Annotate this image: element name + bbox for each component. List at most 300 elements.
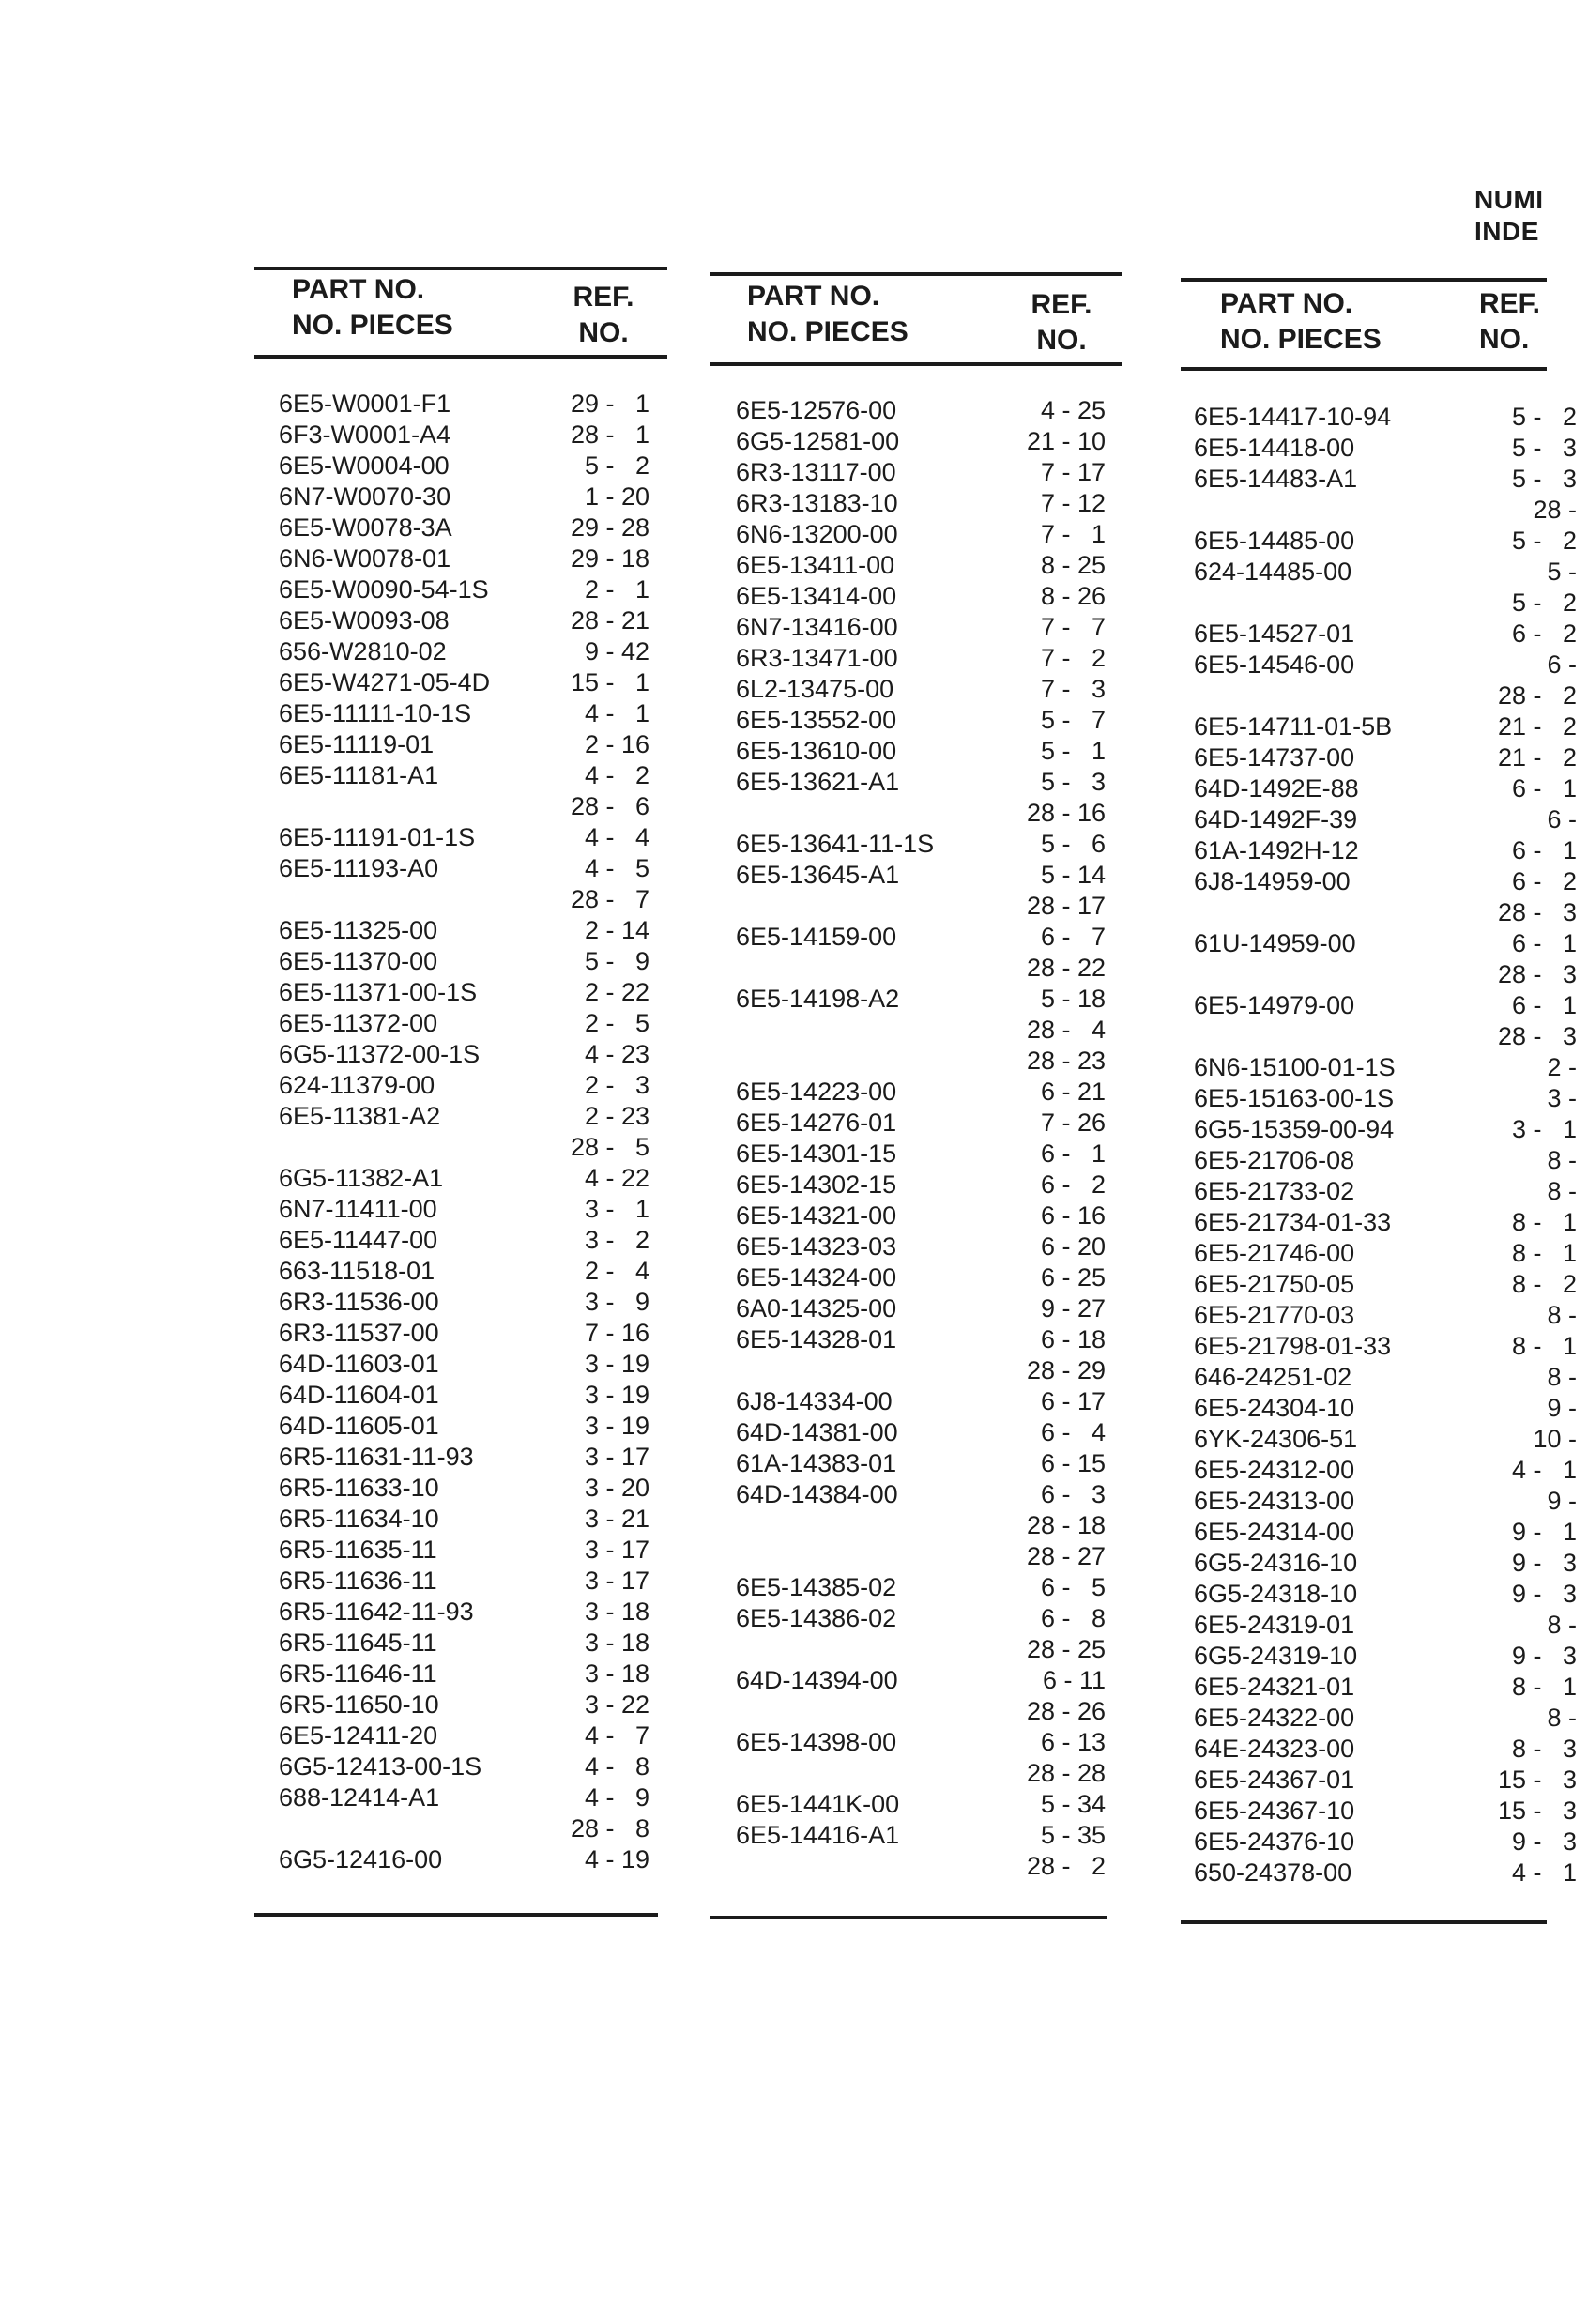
ref-number: 3 - 19 [584,1381,649,1409]
table-row [736,1262,1121,1293]
part-number: 6E5-24314-00 [1194,1518,1355,1546]
table-row [1194,1176,1588,1207]
table-row [1194,1424,1588,1455]
ref-number: 28 - 22 [1026,954,1106,982]
ref-number: 8 - 25 [1040,551,1106,579]
part-number: 6E5-13621-A1 [736,768,900,796]
table-row [1194,495,1588,526]
header-top-rule [254,267,667,270]
part-number: 64D-11603-01 [279,1350,439,1378]
part-number: 6E5-24321-01 [1194,1673,1355,1701]
table-row [736,550,1121,581]
part-number: 6E5-W0004-00 [279,451,450,480]
part-number: 6G5-12581-00 [736,427,900,455]
table-row [736,1851,1121,1882]
table-row [736,1077,1121,1108]
part-number: 624-11379-00 [279,1071,435,1099]
ref-number: 5 - 2 [584,451,649,480]
part-number: 6N7-13416-00 [736,613,898,641]
part-number: 6G5-24316-10 [1194,1549,1358,1577]
table-row [736,1789,1121,1820]
ref-number: 28 - 25 [1026,1635,1106,1663]
part-number: 6E5-14418-00 [1194,434,1355,462]
ref-number: 8 - [1547,1301,1577,1329]
ref-number: 6 - 11 [1042,1666,1106,1694]
table-row [279,574,664,605]
part-number: 6N6-15100-01-1S [1194,1053,1396,1081]
table-row [736,953,1121,984]
table-row [1194,1796,1588,1827]
ref-number: 2 - 16 [584,730,649,758]
ref-number: 6 - 8 [1040,1604,1106,1632]
table-row [1194,1610,1588,1641]
part-number: 6N6-13200-00 [736,520,898,548]
part-number: 6E5-13645-A1 [736,861,900,889]
ref-number: 8 - 2 [1511,1270,1577,1298]
part-number: 64D-1492F-39 [1194,805,1358,833]
table-row [279,1318,664,1349]
part-number: 6E5-24367-10 [1194,1797,1355,1825]
table-row [279,1101,664,1132]
ref-number: 6 - 3 [1040,1480,1106,1508]
table-row [736,891,1121,922]
ref-number: 7 - 3 [1040,675,1106,703]
ref-number: 21 - 10 [1026,427,1106,455]
table-row [736,1139,1121,1170]
table-row [1194,1269,1588,1300]
page-title-line-1: NUMI [1474,185,1544,214]
part-number: 6E5-13610-00 [736,737,897,765]
ref-number: 3 - 17 [584,1567,649,1595]
part-number: 6E5-21733-02 [1194,1177,1355,1205]
table-row [279,482,664,512]
table-row [279,1751,664,1782]
table-row [279,791,664,822]
ref-number: 4 - 8 [584,1752,649,1781]
table-row [736,612,1121,643]
ref-number: 28 - 4 [1026,1016,1106,1044]
part-number: 6E5-1441K-00 [736,1790,900,1818]
table-row [736,1572,1121,1603]
part-number: 6E5-11181-A1 [279,761,439,789]
part-number: 6L2-13475-00 [736,675,894,703]
table-row [279,1008,664,1039]
ref-number: 28 - 23 [1026,1047,1106,1075]
ref-number: 5 - 34 [1040,1790,1106,1818]
part-number: 6E5-24322-00 [1194,1704,1355,1732]
ref-number: 2 - 14 [584,916,649,944]
part-number: 6G5-12413-00-1S [279,1752,482,1781]
part-number: 64D-14394-00 [736,1666,898,1694]
part-number: 6R3-13117-00 [736,458,896,486]
ref-number: 4 - 23 [584,1040,649,1068]
part-number: 6E5-13411-00 [736,551,895,579]
part-number: 6E5-14417-10-94 [1194,403,1392,431]
table-row [1194,990,1588,1021]
part-number: 64D-1492E-88 [1194,774,1359,803]
table-row [279,1132,664,1163]
part-number: 6G5-24319-10 [1194,1642,1358,1670]
page-title-line-2: INDE [1474,217,1539,246]
ref-number: 28 - [1533,496,1577,524]
table-row [279,605,664,636]
table-row [279,1039,664,1070]
ref-number: 28 - 21 [570,606,649,635]
table-row [736,1448,1121,1479]
part-number: 6E5-11193-A0 [279,854,439,882]
ref-number: 6 - 7 [1040,923,1106,951]
ref-number: 5 - 3 [1040,768,1106,796]
ref-number: 28 - 6 [570,792,649,820]
ref-number: 3 - [1547,1084,1577,1112]
ref-number: 6 - 15 [1040,1449,1106,1477]
table-row [1194,1207,1588,1238]
part-number: 6E5-14198-A2 [736,985,900,1013]
table-row [279,1194,664,1225]
part-number: 6E5-24304-10 [1194,1394,1355,1422]
ref-number: 3 - 1 [1511,1115,1577,1143]
column-end-rule [1181,1920,1547,1924]
table-row [736,705,1121,736]
table-row [736,1603,1121,1634]
table-row [1194,959,1588,990]
part-number: 6R5-11642-11-93 [279,1598,474,1626]
ref-number: 8 - 1 [1511,1673,1577,1701]
ref-number: 1 - 20 [584,482,649,511]
part-number: 6YK-24306-51 [1194,1425,1358,1453]
table-row [736,395,1121,426]
part-number: 6E5-14711-01-5B [1194,712,1393,741]
part-number: 6R3-11536-00 [279,1288,439,1316]
ref-number: 3 - 9 [584,1288,649,1316]
part-number: 6E5-11191-01-1S [279,823,476,851]
ref-number: 4 - 5 [584,854,649,882]
table-row [279,1813,664,1844]
table-row [279,1349,664,1380]
ref-number: 28 - 5 [570,1133,649,1161]
ref-number: 4 - 4 [584,823,649,851]
part-number: 6E5-13414-00 [736,582,897,610]
column-end-rule [254,1913,658,1917]
table-row [736,1727,1121,1758]
ref-number: 5 - 2 [1511,527,1577,555]
table-row [1194,1641,1588,1672]
part-number: 6E5-W4271-05-4D [279,668,491,696]
ref-number: 5 - 14 [1040,861,1106,889]
part-number: 6E5-12411-20 [279,1721,438,1750]
part-number: 6G5-11372-00-1S [279,1040,481,1068]
part-number: 6R5-11645-11 [279,1628,437,1657]
table-row [736,922,1121,953]
table-row [279,1720,664,1751]
table-row [1194,928,1588,959]
part-number: 6E5-11119-01 [279,730,435,758]
ref-number: 6 - 20 [1040,1232,1106,1261]
table-row [1194,1734,1588,1765]
table-row [1194,1827,1588,1858]
table-row [1194,1083,1588,1114]
header-top-rule [710,272,1122,276]
ref-number: 3 - 18 [584,1628,649,1657]
ref-number: 5 - 9 [584,947,649,975]
table-row [1194,711,1588,742]
ref-number: 7 - 1 [1040,520,1106,548]
part-number: 6G5-15359-00-94 [1194,1115,1395,1143]
ref-number: 28 - 18 [1026,1511,1106,1539]
table-row [736,1758,1121,1789]
part-number: 6R3-13183-10 [736,489,898,517]
ref-number: 5 - 18 [1040,985,1106,1013]
table-row [1194,1052,1588,1083]
part-number: 6E5-14328-01 [736,1325,897,1353]
ref-number: 6 - 21 [1040,1078,1106,1106]
table-row [1194,1238,1588,1269]
table-row [1194,1114,1588,1145]
ref-number: 28 - 2 [1026,1852,1106,1880]
table-row [1194,835,1588,866]
table-row [279,451,664,482]
table-row [1194,1672,1588,1703]
part-number: 6R5-11633-10 [279,1474,439,1502]
part-number: 663-11518-01 [279,1257,435,1285]
ref-number: 15 - 3 [1497,1797,1577,1825]
ref-number: 8 - [1547,1611,1577,1639]
ref-number: 28 - 16 [1026,799,1106,827]
ref-number: 5 - 1 [1040,737,1106,765]
part-number: 6E5-24367-01 [1194,1766,1355,1794]
ref-number: 9 - 3 [1511,1827,1577,1856]
table-row [736,1665,1121,1696]
part-number: 6E5-21798-01-33 [1194,1332,1392,1360]
ref-number: 6 - 1 [1511,991,1577,1019]
part-number: 656-W2810-02 [279,637,447,665]
table-row [1194,742,1588,773]
ref-number: 15 - 3 [1497,1766,1577,1794]
table-row [279,1782,664,1813]
header-bottom-rule [254,355,667,359]
part-number: 6E5-W0001-F1 [279,390,451,418]
part-number: 6E5-14276-01 [736,1108,897,1137]
table-row [736,1417,1121,1448]
table-row [279,1411,664,1442]
ref-number: 6 - 2 [1040,1170,1106,1199]
table-row [736,1820,1121,1851]
part-number: 6R5-11636-11 [279,1567,437,1595]
header-ref-label: REF. NO. [1479,288,1541,355]
table-row [279,1689,664,1720]
ref-number: 6 - [1547,650,1577,679]
ref-number: 6 - 25 [1040,1263,1106,1292]
ref-number: 28 - 17 [1026,892,1106,920]
part-number: 6N6-W0078-01 [279,544,451,573]
table-row [279,1659,664,1689]
parts-rows [279,389,664,1875]
ref-number: 3 - 18 [584,1659,649,1688]
part-number: 6E5-14302-15 [736,1170,897,1199]
table-row [279,884,664,915]
ref-number: 6 - 16 [1040,1201,1106,1230]
table-row [279,1256,664,1287]
part-number: 6E5-14223-00 [736,1078,897,1106]
ref-number: 29 - 1 [570,390,649,418]
table-row [736,798,1121,829]
ref-number: 28 - 27 [1026,1542,1106,1570]
ref-number: 3 - 19 [584,1412,649,1440]
table-row [279,760,664,791]
part-number: 646-24251-02 [1194,1363,1352,1391]
part-number: 6E5-13552-00 [736,706,897,734]
ref-number: 28 - 3 [1497,960,1577,988]
table-row [736,1696,1121,1727]
table-row [736,1108,1121,1139]
part-number: 6E5-21750-05 [1194,1270,1355,1298]
ref-number: 4 - 1 [1511,1456,1577,1484]
table-row [1194,1703,1588,1734]
part-number: 6G5-24318-10 [1194,1580,1358,1608]
ref-number: 4 - 2 [584,761,649,789]
part-number: 6J8-14334-00 [736,1387,893,1415]
table-row [279,1566,664,1597]
header-top-rule [1181,278,1547,282]
part-number: 6A0-14325-00 [736,1294,897,1323]
part-number: 6R3-13471-00 [736,644,898,672]
table-row [1194,804,1588,835]
table-row [736,488,1121,519]
ref-number: 3 - 20 [584,1474,649,1502]
table-row [1194,402,1588,433]
ref-number: 9 - 27 [1040,1294,1106,1323]
part-number: 688-12414-A1 [279,1783,440,1812]
table-row [736,1293,1121,1324]
part-number: 6E5-W0078-3A [279,513,452,542]
table-row [1194,1517,1588,1548]
column-end-rule [710,1916,1107,1919]
table-row [736,767,1121,798]
part-number: 6E5-11370-00 [279,947,438,975]
table-row [1194,773,1588,804]
table-row [1194,1362,1588,1393]
table-row [279,1628,664,1659]
table-row [279,729,664,760]
ref-number: 28 - 8 [570,1814,649,1842]
table-row [1194,1145,1588,1176]
ref-number: 6 - 1 [1040,1139,1106,1168]
part-number: 6E5-14485-00 [1194,527,1355,555]
part-number: 6E5-14979-00 [1194,991,1355,1019]
ref-number: 9 - 3 [1511,1549,1577,1577]
part-number: 6E5-14527-01 [1194,619,1355,648]
table-row [279,389,664,420]
table-row [736,581,1121,612]
part-number: 6E5-14398-00 [736,1728,897,1756]
ref-number: 4 - 7 [584,1721,649,1750]
ref-number: 28 - 7 [570,885,649,913]
table-row [1194,464,1588,495]
ref-number: 2 - 23 [584,1102,649,1130]
ref-number: 5 - 6 [1040,830,1106,858]
table-row [736,643,1121,674]
table-row [1194,1021,1588,1052]
table-row [279,1225,664,1256]
table-row [1194,433,1588,464]
part-number: 6F3-W0001-A4 [279,420,451,449]
table-row [736,860,1121,891]
table-row [279,698,664,729]
table-row [279,1473,664,1504]
header-ref-label: REF. NO. [1031,289,1092,356]
ref-number: 28 - 29 [1026,1356,1106,1384]
part-number: 6E5-14483-A1 [1194,465,1358,493]
table-row [736,457,1121,488]
part-number: 6E5-W0090-54-1S [279,575,489,604]
part-number: 6G5-12416-00 [279,1845,443,1873]
part-number: 6E5-14737-00 [1194,743,1355,772]
table-row [279,946,664,977]
table-row [736,736,1121,767]
table-row [736,1015,1121,1046]
table-row [279,915,664,946]
header-part-label: PART NO. NO. PIECES [292,274,453,341]
table-row [1194,897,1588,928]
part-number: 6E5-21734-01-33 [1194,1208,1392,1236]
parts-column-2 [710,0,1122,2324]
table-row [279,1504,664,1535]
part-number: 6R5-11634-10 [279,1505,439,1533]
table-row [279,1287,664,1318]
header-bottom-rule [1181,367,1547,371]
table-row [279,1442,664,1473]
ref-number: 28 - 26 [1026,1697,1106,1725]
ref-number: 8 - 1 [1511,1332,1577,1360]
table-row [736,674,1121,705]
table-row [736,519,1121,550]
ref-number: 28 - 2 [1497,681,1577,710]
ref-number: 7 - 7 [1040,613,1106,641]
ref-number: 6 - 2 [1511,867,1577,895]
part-number: 6E5-11111-10-1S [279,699,472,727]
table-row [736,426,1121,457]
table-row [736,829,1121,860]
part-number: 6E5-13641-11-1S [736,830,935,858]
part-number: 6R5-11646-11 [279,1659,437,1688]
ref-number: 8 - 3 [1511,1735,1577,1763]
table-row [1194,557,1588,588]
ref-number: 7 - 26 [1040,1108,1106,1137]
part-number: 6E5-11381-A2 [279,1102,441,1130]
table-row [1194,588,1588,619]
ref-number: 8 - [1547,1363,1577,1391]
parts-rows [736,395,1121,1882]
ref-number: 6 - 1 [1511,774,1577,803]
table-row [279,512,664,543]
ref-number: 6 - 5 [1040,1573,1106,1601]
parts-rows [1194,402,1588,1888]
ref-number: 4 - 25 [1040,396,1106,424]
part-number: 6E5-21746-00 [1194,1239,1355,1267]
ref-number: 15 - 1 [570,668,649,696]
ref-number: 9 - 3 [1511,1580,1577,1608]
table-row [279,1535,664,1566]
part-number: 6E5-14416-A1 [736,1821,900,1849]
ref-number: 2 - 1 [584,575,649,604]
ref-number: 6 - 4 [1040,1418,1106,1446]
table-row [1194,1548,1588,1579]
table-row [1194,1579,1588,1610]
ref-number: 5 - 2 [1511,589,1577,617]
ref-number: 7 - 2 [1040,644,1106,672]
table-row [1194,1300,1588,1331]
table-row [736,1386,1121,1417]
